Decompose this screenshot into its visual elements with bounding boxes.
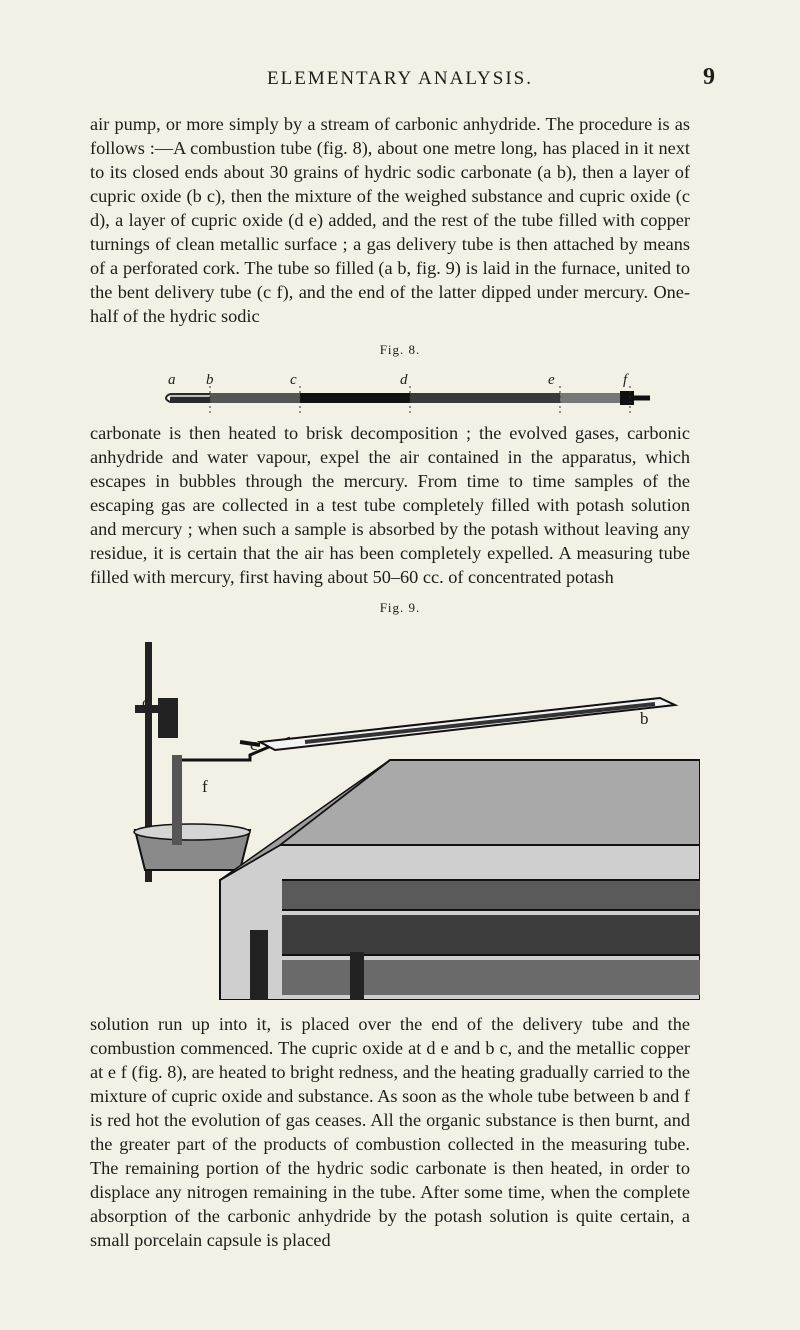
page-number: 9 bbox=[703, 64, 715, 90]
fig8-label-b: b bbox=[206, 372, 214, 388]
fig8-label-a: a bbox=[168, 372, 176, 388]
fig8-label-e: e bbox=[548, 372, 555, 388]
fig9-furnace bbox=[220, 760, 700, 1000]
fig9-label-c-upper: c bbox=[142, 693, 150, 712]
paragraph-2: carbonate is then heated to brisk decomposition ; the evolved gases, carbonic anhydride and water vapour, expel the air contained in the apparatus, which escapes in bubbles through the mercury. From time to time samples of the escaping gas are collected in a test tube completely filled with potash solution and mercury ; when such a sample is absorbed by the potash without leaving any residue, it is certain that the air has been completely expelled. A measuring tube filled with mercury, first having about 50–60 cc. of concentrated potash bbox=[90, 423, 690, 587]
running-head: ELEMENTARY ANALYSIS. bbox=[267, 68, 533, 89]
fig8-label-c: c bbox=[290, 372, 297, 388]
paragraph-3: solution run up into it, is placed over the end of the delivery tube and the combustion commenced. The cupric oxide at d e and b c, and the metallic copper at e f (fig. 8), are heated to bright redness, and the heating gradually carried to the mixture of cupric oxide and substance. As soon as the whole tube between b and f is red hot the evolution of gas ceases. All the organic substance is then burnt, and the greater part of the products of combustion collected in the measuring tube. The remaining portion of the hydric sodic carbonate is then heated, in order to displace any nitrogen remaining in the tube. After some time, when the complete absorption of the carbonic anhydride by the potash solution is quite certain, a small porcelain capsule is placed bbox=[90, 1014, 690, 1250]
fig9-label-c-lower: c bbox=[250, 735, 258, 754]
fig9-combustion-tube bbox=[240, 698, 675, 750]
fig9-label-b: b bbox=[640, 709, 649, 728]
figure-8-combustion-tube-illustration bbox=[160, 360, 725, 420]
fig8-label-f: f bbox=[623, 372, 628, 388]
figure-9-caption: Fig. 9. bbox=[379, 600, 421, 615]
page-header bbox=[0, 64, 800, 98]
figure-9-furnace-illustration bbox=[100, 620, 700, 1000]
fig9-label-f: f bbox=[202, 777, 208, 796]
fig8-label-d: d bbox=[400, 372, 408, 388]
paragraph-1: air pump, or more simply by a stream of carbonic anhydride. The procedure is as follows :—A combustion tube (fig. 8), about one metre long, has placed in it next to its closed ends about 30 grains of hydric sodic carbonate (a b), then a layer of cupric oxide (b c), then the mixture of the weighed substance and cupric oxide (c d), a layer of cupric oxide (d e) added, and the rest of the tube filled with copper turnings of clean metallic surface ; a gas delivery tube is then attached by means of a perforated cork. The tube so filled (a b, fig. 9) is laid in the furnace, united to the bent delivery tube (c f), and the end of the latter dipped under mercury. One-half of the hydric sodic bbox=[90, 114, 690, 326]
fig8-tube bbox=[166, 391, 650, 405]
figure-8-caption: Fig. 8. bbox=[379, 342, 421, 357]
